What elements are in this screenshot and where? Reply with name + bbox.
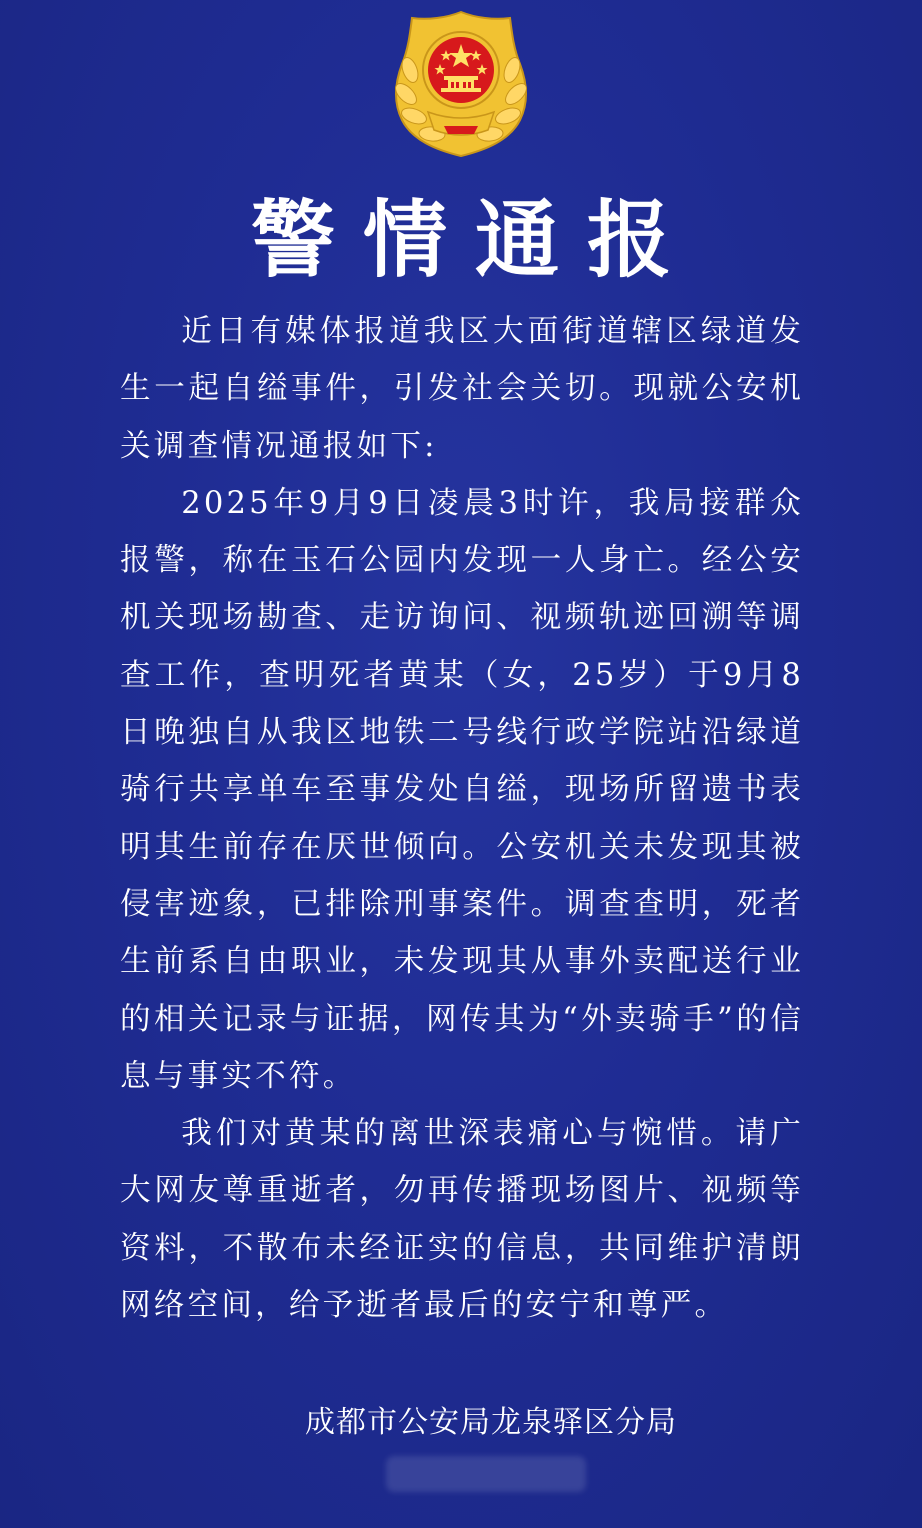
watermark <box>386 1456 586 1492</box>
police-emblem-icon <box>388 8 534 158</box>
paragraph-intro: 近日有媒体报道我区大面街道辖区绿道发生一起自缢事件，引发社会关切。现就公安机关调查情况通报如下: <box>120 314 804 464</box>
notice-body <box>120 303 804 1334</box>
paragraph-appeal: 我们对黄某的离世深表痛心与惋惜。请广大网友尊重逝者，勿再传播现场图片、视频等资料，不散布未经证实的信息，共同维护清朗网络空间，给予逝者最后的安宁和尊严。 <box>120 1116 804 1324</box>
paragraph-details: 2025年9月9日凌晨3时许，我局接群众报警，称在玉石公园内发现一人身亡。经公安机关现场勘查、走访询问、视频轨迹回溯等调查工作，查明死者黄某（女，25岁）于9月8日晚独自从我区地铁二号线行政学院站沿绿道骑行共享单车至事发处自缢，现场所留遗书表明其生前存在厌世倾向。公安机关未发现其被侵害迹象，已排除刑事案件。调查查明，死者生前系自由职业，未发现其从事外卖配送行业的相关记录与证据，网传其为“外卖骑手”的信息与事实不符。 <box>120 485 804 1094</box>
notice-title: 警情通报 <box>250 190 699 289</box>
issuing-authority: 成都市公安局龙泉驿区分局 <box>305 1405 677 1440</box>
